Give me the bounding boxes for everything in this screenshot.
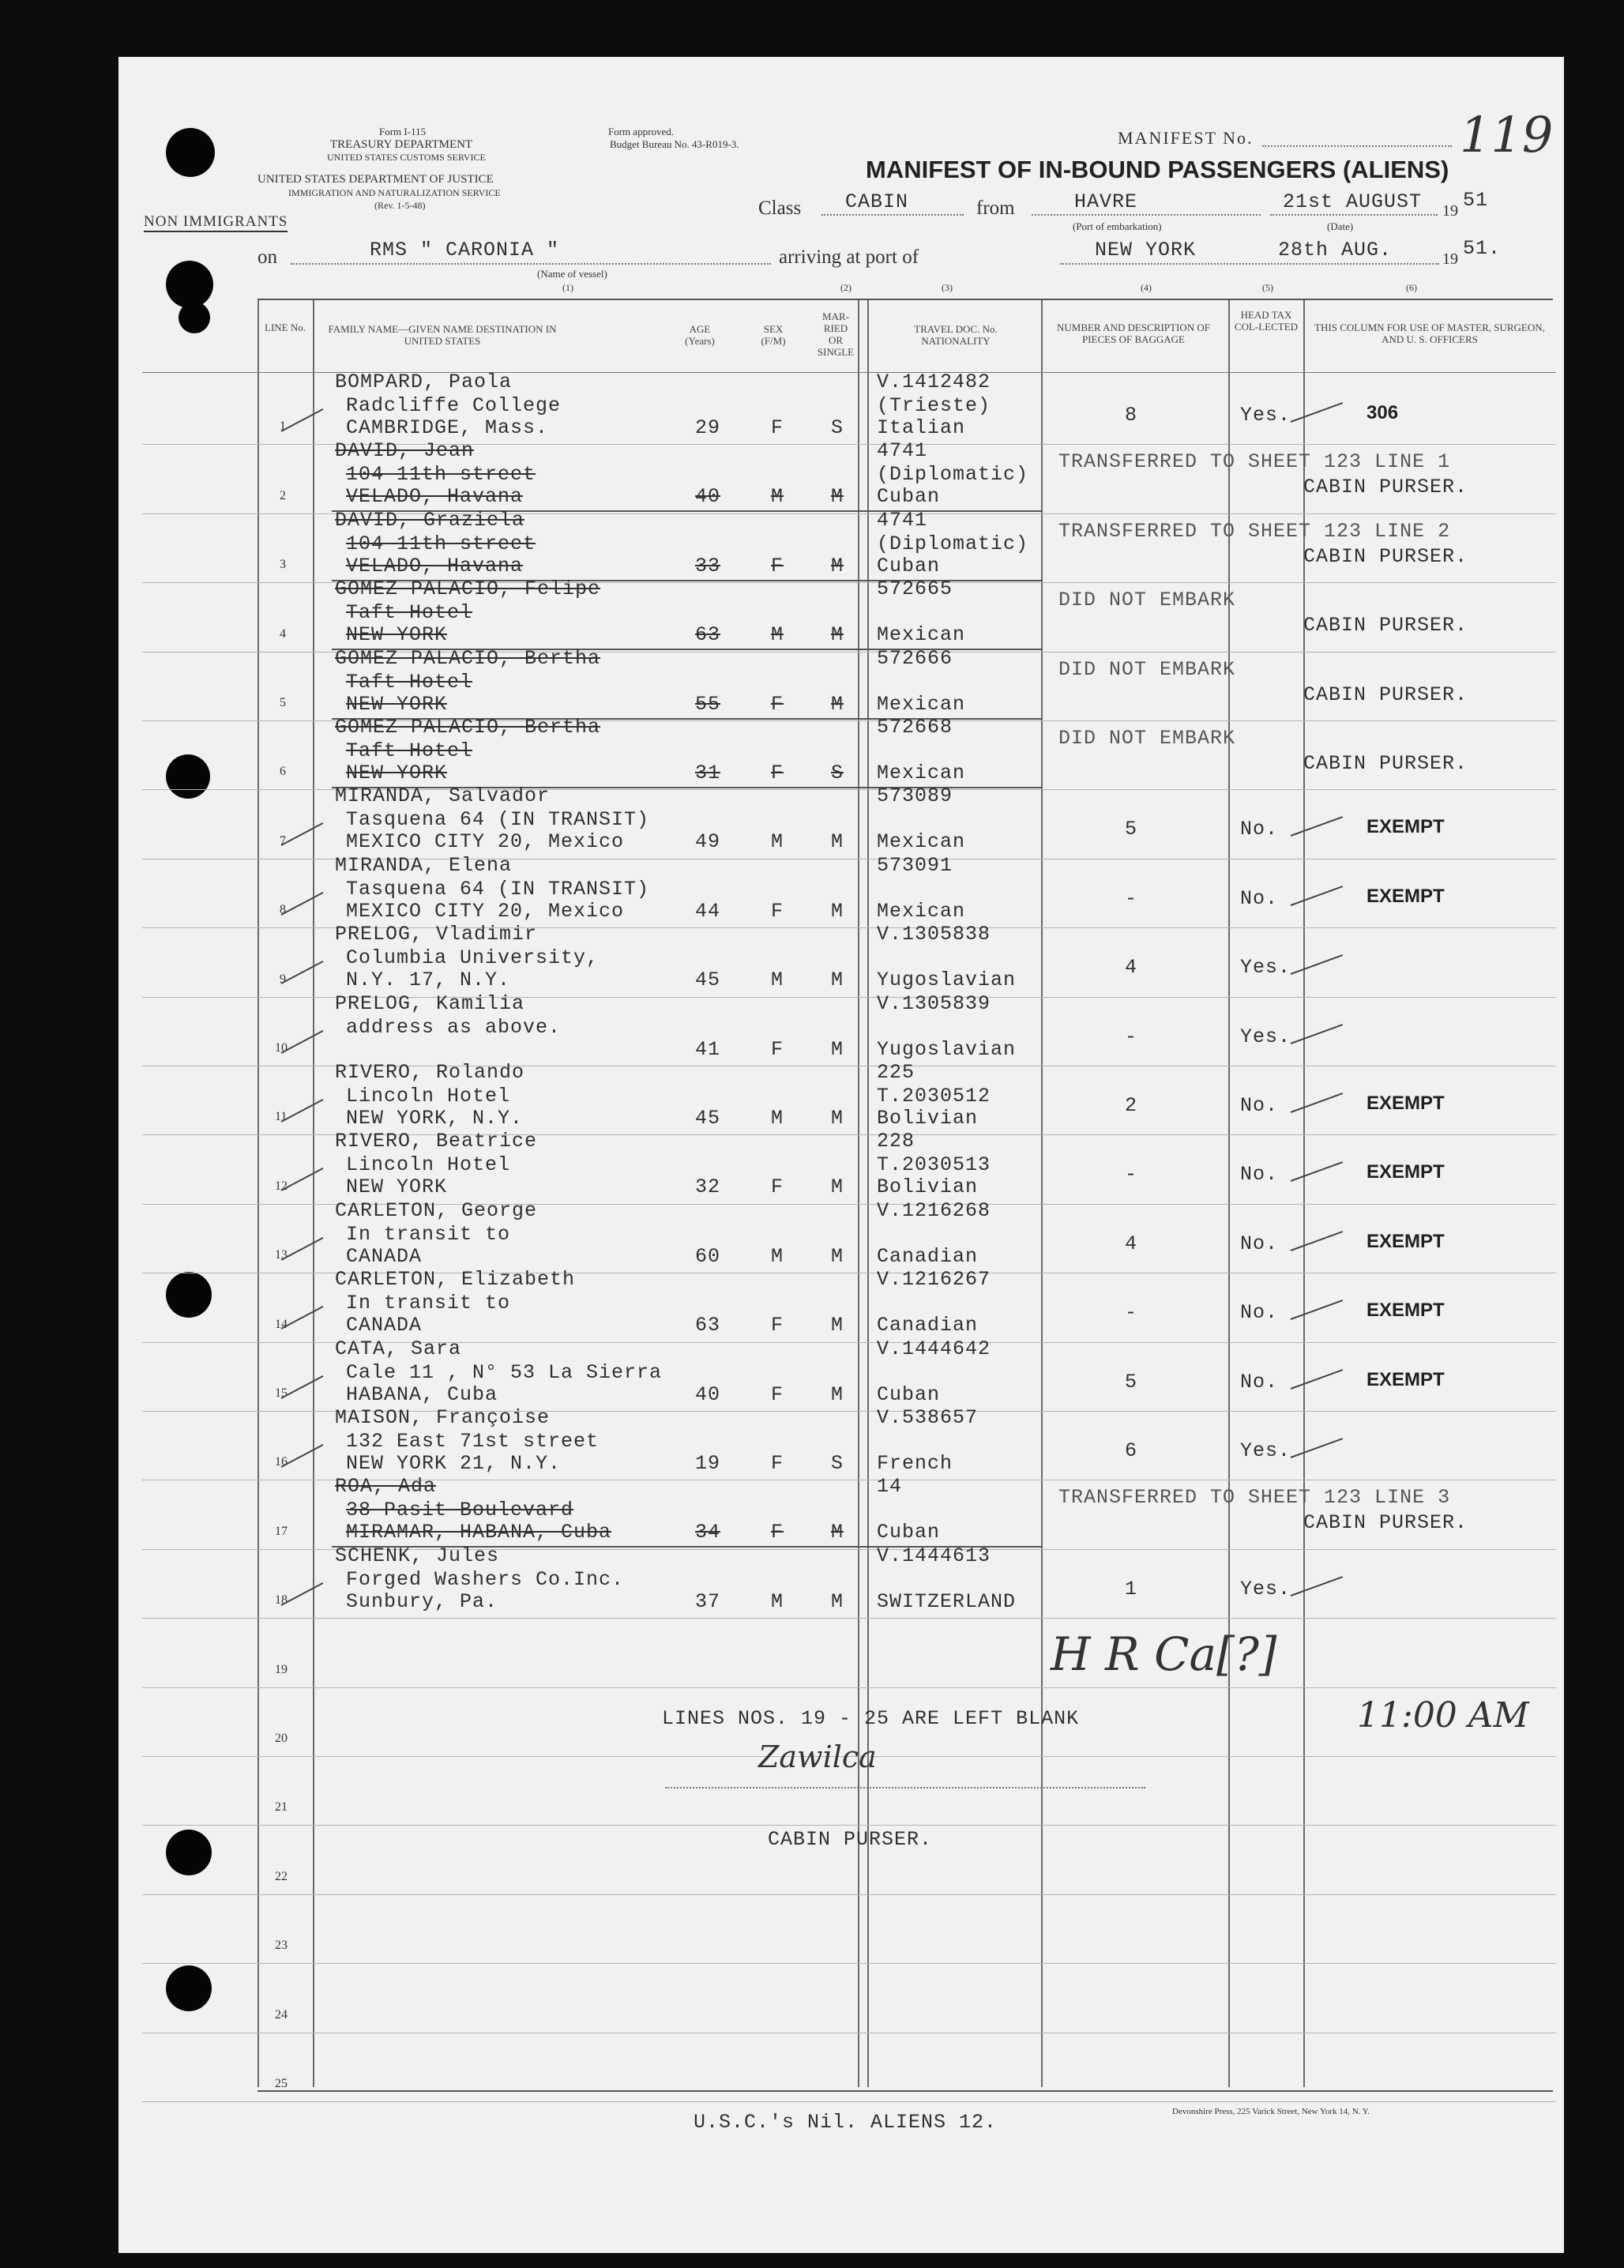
- travel-doc-line: (Diplomatic): [877, 463, 1029, 486]
- baggage-value: 6: [1125, 1439, 1138, 1462]
- line-number: 19: [275, 1663, 288, 1676]
- col-header-baggage: NUMBER AND DESCRIPTION OF PIECES OF BAGGAGE: [1057, 322, 1210, 345]
- marital-value: M: [831, 1314, 844, 1337]
- marital-value: M: [831, 1175, 844, 1198]
- sex-value: F: [771, 1314, 784, 1337]
- transfer-note: DID NOT EMBARK: [1058, 727, 1236, 750]
- passenger-name-line: VELADO, Havana: [346, 555, 524, 577]
- transfer-note-purser: CABIN PURSER.: [1303, 476, 1468, 498]
- transfer-note-purser: CABIN PURSER.: [1303, 1511, 1468, 1534]
- travel-doc-line: 572668: [877, 716, 953, 739]
- head-tax-value: No.: [1240, 818, 1279, 841]
- binder-hole: [166, 261, 213, 308]
- arrival-date: 28th AUG.: [1278, 239, 1393, 261]
- col-index-2: (2): [840, 282, 851, 293]
- age-value: 40: [695, 1383, 721, 1406]
- binder-hole: [166, 754, 210, 799]
- head-tax-value: Yes.: [1240, 956, 1291, 979]
- sex-value: M: [771, 1107, 784, 1130]
- travel-doc-line: Bolivian: [877, 1107, 979, 1130]
- travel-doc-line: Cuban: [877, 485, 941, 508]
- travel-doc-line: 228: [877, 1130, 915, 1153]
- passenger-name-line: SCHENK, Jules: [335, 1544, 500, 1567]
- sex-value: M: [771, 1590, 784, 1613]
- travel-doc-line: Italian: [877, 416, 966, 439]
- port-caption: (Port of embarkation): [1073, 220, 1162, 232]
- officer-stamp: EXEMPT: [1366, 1231, 1445, 1252]
- manifest-no-handwritten: 119: [1460, 106, 1554, 164]
- travel-doc-line: V.1305838: [877, 923, 991, 946]
- binder-hole: [166, 1965, 212, 2011]
- passenger-name-line: Taft Hotel: [346, 601, 473, 624]
- marital-value: M: [831, 485, 844, 508]
- col-index-1: (1): [562, 282, 573, 293]
- class-label: Class: [758, 197, 802, 219]
- travel-doc-line: V.1216267: [877, 1268, 991, 1291]
- transfer-note: TRANSFERRED TO SHEET 123 LINE 2: [1058, 520, 1451, 543]
- transfer-note-purser: CABIN PURSER.: [1303, 752, 1468, 775]
- passenger-name-line: 104 11th street: [346, 532, 536, 555]
- travel-doc-line: 572665: [877, 577, 953, 600]
- doj-line-2: IMMIGRATION AND NATURALIZATION SERVICE: [288, 187, 501, 198]
- doj-line-1: UNITED STATES DEPARTMENT OF JUSTICE: [258, 173, 494, 186]
- officer-stamp: EXEMPT: [1366, 1161, 1445, 1183]
- age-value: 41: [695, 1038, 721, 1061]
- age-value: 60: [695, 1245, 721, 1268]
- officer-stamp: EXEMPT: [1366, 1093, 1445, 1114]
- manifest-title: MANIFEST OF IN-BOUND PASSENGERS (ALIENS): [866, 156, 1449, 183]
- travel-doc-line: 14: [877, 1475, 903, 1498]
- passenger-name-line: 104 11th street: [346, 463, 536, 486]
- binder-hole: [166, 128, 215, 177]
- marital-value: M: [831, 1590, 844, 1613]
- passenger-name-line: In transit to: [346, 1223, 511, 1246]
- age-value: 45: [695, 969, 721, 991]
- sex-value: M: [771, 1245, 784, 1268]
- passenger-name-line: GOMEZ PALACIO, Felipe: [335, 577, 601, 600]
- head-tax-value: No.: [1240, 1163, 1279, 1186]
- baggage-value: 4: [1125, 956, 1138, 979]
- head-tax-value: No.: [1240, 887, 1279, 910]
- travel-doc-line: Cuban: [877, 1383, 941, 1406]
- binder-hole: [166, 1830, 212, 1875]
- marital-value: M: [831, 830, 844, 853]
- baggage-value: -: [1125, 1301, 1138, 1324]
- head-tax-value: No.: [1240, 1232, 1279, 1255]
- passenger-name-line: MIRAMAR, HABANA, Cuba: [346, 1521, 612, 1544]
- transfer-note: DID NOT EMBARK: [1058, 658, 1236, 681]
- passenger-name-line: Lincoln Hotel: [346, 1085, 511, 1108]
- passenger-name-line: NEW YORK: [346, 623, 448, 646]
- col-index-5: (5): [1262, 282, 1273, 293]
- line-number: 10: [275, 1041, 288, 1055]
- line-number: 14: [275, 1318, 288, 1331]
- head-tax-value: Yes.: [1240, 404, 1291, 427]
- year-prefix: 19: [1442, 202, 1458, 220]
- line-number: 18: [275, 1593, 288, 1607]
- line-number: 15: [275, 1386, 288, 1400]
- class-value: CABIN: [845, 190, 909, 213]
- line-number: 20: [275, 1732, 288, 1745]
- marital-value: S: [831, 416, 844, 439]
- passenger-name-line: GOMEZ PALACIO, Bertha: [335, 716, 601, 739]
- line-number: 9: [280, 972, 286, 986]
- passenger-name-line: N.Y. 17, N.Y.: [346, 969, 511, 991]
- passenger-name-line: Taft Hotel: [346, 739, 473, 762]
- travel-doc-line: 225: [877, 1061, 915, 1084]
- binder-hole: [166, 1272, 212, 1318]
- travel-doc-line: Canadian: [877, 1245, 979, 1268]
- sex-value: F: [771, 416, 784, 439]
- passenger-name-line: PRELOG, Kamilia: [335, 992, 525, 1015]
- travel-doc-line: 4741: [877, 509, 928, 532]
- sex-value: F: [771, 762, 784, 784]
- officer-stamp: EXEMPT: [1366, 1299, 1445, 1321]
- line-number: 2: [280, 489, 286, 502]
- arrival-port: NEW YORK: [1095, 239, 1197, 261]
- travel-doc-line: Cuban: [877, 555, 941, 577]
- marital-value: M: [831, 969, 844, 991]
- passenger-name-line: NEW YORK: [346, 1175, 448, 1198]
- printer-line: Devonshire Press, 225 Varick Street, New York 14, N. Y.: [1172, 2107, 1370, 2116]
- travel-doc-line: (Diplomatic): [877, 532, 1029, 555]
- passenger-name-line: MEXICO CITY 20, Mexico: [346, 900, 625, 923]
- agency-line-1: TREASURY DEPARTMENT: [330, 138, 473, 151]
- sex-value: F: [771, 555, 784, 577]
- passenger-name-line: CAMBRIDGE, Mass.: [346, 416, 549, 439]
- passenger-name-line: MIRANDA, Salvador: [335, 784, 551, 807]
- category-label: NON IMMIGRANTS: [144, 214, 288, 232]
- line-number: 8: [280, 903, 286, 916]
- passenger-name-line: Forged Washers Co.Inc.: [346, 1568, 625, 1591]
- from-label: from: [976, 197, 1015, 219]
- marital-value: M: [831, 900, 844, 923]
- passenger-name-line: PRELOG, Vladimir: [335, 923, 538, 946]
- marital-value: M: [831, 1383, 844, 1406]
- passenger-name-line: CANADA: [346, 1245, 423, 1268]
- sex-value: F: [771, 693, 784, 716]
- from-value: HAVRE: [1074, 190, 1138, 213]
- passenger-name-line: CARLETON, Elizabeth: [335, 1268, 576, 1291]
- line-number: 16: [275, 1455, 288, 1469]
- travel-doc-line: T.2030513: [877, 1153, 991, 1176]
- marital-value: M: [831, 623, 844, 646]
- officer-stamp: EXEMPT: [1366, 816, 1445, 837]
- passenger-name-line: VELADO, Havana: [346, 485, 524, 508]
- baggage-value: -: [1125, 1163, 1138, 1186]
- marital-value: M: [831, 555, 844, 577]
- line-number: 5: [280, 696, 286, 709]
- transfer-note: TRANSFERRED TO SHEET 123 LINE 3: [1058, 1486, 1451, 1509]
- transfer-note-purser: CABIN PURSER.: [1303, 683, 1468, 706]
- travel-doc-line: 573089: [877, 784, 953, 807]
- line-number: 3: [280, 558, 286, 571]
- sex-value: F: [771, 1383, 784, 1406]
- travel-doc-line: Yugoslavian: [877, 969, 1017, 991]
- head-tax-value: No.: [1240, 1301, 1279, 1324]
- passenger-name-line: Cale 11 , N° 53 La Sierra: [346, 1361, 663, 1384]
- travel-doc-line: V.1444642: [877, 1337, 991, 1360]
- marital-value: M: [831, 1107, 844, 1130]
- age-value: 29: [695, 416, 721, 439]
- baggage-value: 8: [1125, 404, 1138, 427]
- binder-hole: [179, 302, 210, 333]
- approval-line-1: Form approved.: [608, 126, 675, 137]
- arrival-year-prefix: 19: [1442, 250, 1458, 268]
- col-header-sex: SEX (F/M): [761, 323, 786, 347]
- passenger-name-line: Tasquena 64 (IN TRANSIT): [346, 808, 650, 831]
- col-header-line-no: LINE No.: [265, 322, 306, 333]
- age-value: 40: [695, 485, 721, 508]
- line-number: 23: [275, 1939, 288, 1952]
- baggage-value: 5: [1125, 1371, 1138, 1394]
- transfer-note-purser: CABIN PURSER.: [1303, 545, 1468, 568]
- transfer-note-purser: CABIN PURSER.: [1303, 614, 1468, 637]
- line-number: 11: [275, 1110, 288, 1123]
- age-value: 55: [695, 693, 721, 716]
- age-value: 45: [695, 1107, 721, 1130]
- travel-doc-line: Mexican: [877, 693, 966, 716]
- head-tax-value: No.: [1240, 1371, 1279, 1394]
- age-value: 63: [695, 623, 721, 646]
- passenger-name-line: CARLETON, George: [335, 1199, 538, 1222]
- sex-value: M: [771, 969, 784, 991]
- passenger-name-line: CATA, Sara: [335, 1337, 462, 1360]
- sex-value: M: [771, 830, 784, 853]
- travel-doc-line: V.1216268: [877, 1199, 991, 1222]
- travel-doc-line: Mexican: [877, 900, 966, 923]
- travel-doc-line: V.1305839: [877, 992, 991, 1015]
- passenger-name-line: 132 East 71st street: [346, 1430, 600, 1453]
- passenger-name-line: MEXICO CITY 20, Mexico: [346, 830, 625, 853]
- travel-doc-line: SWITZERLAND: [877, 1590, 1017, 1613]
- passenger-name-line: 38 Pasit Boulevard: [346, 1499, 574, 1521]
- arriving-label: arriving at port of: [779, 246, 919, 268]
- arrival-year: 51.: [1463, 237, 1502, 260]
- blank-lines-note: LINES NOS. 19 - 25 ARE LEFT BLANK: [662, 1707, 1080, 1730]
- line-number: 1: [280, 419, 286, 433]
- footer-purser: CABIN PURSER.: [768, 1828, 933, 1851]
- travel-doc-line: 573091: [877, 854, 953, 877]
- baggage-value: 4: [1125, 1232, 1138, 1255]
- age-value: 44: [695, 900, 721, 923]
- line-number: 4: [280, 627, 286, 641]
- age-value: 33: [695, 555, 721, 577]
- transfer-note: TRANSFERRED TO SHEET 123 LINE 1: [1058, 450, 1451, 473]
- approval-line-2: Budget Bureau No. 43-R019-3.: [610, 138, 739, 150]
- sex-value: F: [771, 1175, 784, 1198]
- head-tax-value: Yes.: [1240, 1439, 1291, 1462]
- passenger-name-line: RIVERO, Rolando: [335, 1061, 525, 1084]
- passenger-name-line: GOMEZ PALACIO, Bertha: [335, 647, 601, 670]
- travel-doc-line: Yugoslavian: [877, 1038, 1017, 1061]
- manifest-no-label: MANIFEST No.: [1118, 128, 1254, 148]
- col-index-3: (3): [942, 282, 953, 293]
- sex-value: M: [771, 485, 784, 508]
- passenger-name-line: Sunbury, Pa.: [346, 1590, 498, 1613]
- travel-doc-line: French: [877, 1452, 953, 1475]
- vessel-caption: (Name of vessel): [537, 268, 607, 280]
- head-tax-value: No.: [1240, 1094, 1279, 1117]
- marital-value: M: [831, 1245, 844, 1268]
- marital-value: M: [831, 1521, 844, 1544]
- inspector-time: 11:00 AM: [1357, 1695, 1529, 1736]
- sex-value: F: [771, 1452, 784, 1475]
- col-header-travel-doc: TRAVEL DOC. No. NATIONALITY: [914, 323, 998, 347]
- head-tax-value: Yes.: [1240, 1025, 1291, 1048]
- sex-value: F: [771, 1038, 784, 1061]
- transfer-note: DID NOT EMBARK: [1058, 589, 1236, 611]
- passenger-name-line: Taft Hotel: [346, 671, 473, 694]
- agency-line-2: UNITED STATES CUSTOMS SERVICE: [327, 152, 486, 163]
- passenger-name-line: MAISON, Françoise: [335, 1406, 551, 1429]
- travel-doc-line: 4741: [877, 439, 928, 462]
- baggage-value: -: [1125, 1025, 1138, 1048]
- travel-doc-line: Mexican: [877, 762, 966, 784]
- age-value: 37: [695, 1590, 721, 1613]
- travel-doc-line: V.1412482: [877, 370, 991, 393]
- line-number: 17: [275, 1525, 288, 1538]
- departure-year: 51: [1463, 189, 1489, 212]
- col-header-age: AGE (Years): [685, 323, 715, 347]
- age-value: 19: [695, 1452, 721, 1475]
- passenger-name-line: Columbia University,: [346, 946, 600, 969]
- passenger-name-line: MIRANDA, Elena: [335, 854, 513, 877]
- baggage-value: -: [1125, 887, 1138, 910]
- on-label: on: [258, 246, 277, 268]
- age-value: 49: [695, 830, 721, 853]
- passenger-name-line: HABANA, Cuba: [346, 1383, 498, 1406]
- travel-doc-line: T.2030512: [877, 1085, 991, 1108]
- passenger-name-line: DAVID, Jean: [335, 439, 475, 462]
- totals-line: U.S.C.'s Nil. ALIENS 12.: [694, 2111, 998, 2134]
- travel-doc-line: Mexican: [877, 830, 966, 853]
- purser-signature: Zawilca: [758, 1740, 877, 1774]
- officer-stamp: EXEMPT: [1366, 886, 1445, 907]
- age-value: 34: [695, 1521, 721, 1544]
- col-index-4: (4): [1141, 282, 1152, 293]
- passenger-name-line: Lincoln Hotel: [346, 1153, 511, 1176]
- line-number: 6: [280, 765, 286, 778]
- baggage-value: 1: [1125, 1578, 1138, 1600]
- vessel-name: RMS " CARONIA ": [370, 239, 560, 261]
- line-number: 25: [275, 2077, 288, 2090]
- passenger-name-line: NEW YORK: [346, 693, 448, 716]
- col-header-married: MAR-RIED OR SINGLE: [817, 310, 855, 358]
- age-value: 32: [695, 1175, 721, 1198]
- passenger-name-line: ROA, Ada: [335, 1475, 437, 1498]
- col-header-name: FAMILY NAME—GIVEN NAME DESTINATION IN UNITED STATES: [328, 323, 557, 347]
- form-number: Form I-115: [379, 126, 427, 137]
- line-number: 12: [275, 1179, 288, 1193]
- passenger-name-line: RIVERO, Beatrice: [335, 1130, 538, 1153]
- baggage-value: 2: [1125, 1094, 1138, 1117]
- officer-stamp: EXEMPT: [1366, 1369, 1445, 1390]
- marital-value: S: [831, 1452, 844, 1475]
- passenger-name-line: NEW YORK, N.Y.: [346, 1107, 524, 1130]
- passenger-name-line: CANADA: [346, 1314, 423, 1337]
- inspector-signature: H R Ca[?]: [1051, 1627, 1277, 1681]
- travel-doc-line: 572666: [877, 647, 953, 670]
- officer-stamp: 306: [1366, 402, 1399, 423]
- marital-value: S: [831, 762, 844, 784]
- baggage-value: 5: [1125, 818, 1138, 841]
- passenger-name-line: DAVID, Graziela: [335, 509, 525, 532]
- line-number: 24: [275, 2008, 288, 2022]
- doj-line-3: (Rev. 1-5-48): [374, 200, 426, 211]
- line-number: 21: [275, 1800, 288, 1814]
- col-index-6: (6): [1406, 282, 1417, 293]
- travel-doc-line: Cuban: [877, 1521, 941, 1544]
- passenger-name-line: NEW YORK: [346, 762, 448, 784]
- sex-value: F: [771, 900, 784, 923]
- line-number: 22: [275, 1870, 288, 1883]
- passenger-name-line: In transit to: [346, 1292, 511, 1315]
- col-header-officers: THIS COLUMN FOR USE OF MASTER, SURGEON, AND U. S. OFFICERS: [1314, 322, 1545, 345]
- marital-value: M: [831, 693, 844, 716]
- travel-doc-line: Bolivian: [877, 1175, 979, 1198]
- departure-date: 21st AUGUST: [1283, 190, 1423, 213]
- marital-value: M: [831, 1038, 844, 1061]
- passenger-name-line: BOMPARD, Paola: [335, 370, 513, 393]
- line-number: 13: [275, 1248, 288, 1262]
- passenger-name-line: Tasquena 64 (IN TRANSIT): [346, 878, 650, 901]
- col-header-head-tax: HEAD TAX COL-LECTED: [1234, 309, 1299, 333]
- date-caption: (Date): [1327, 220, 1354, 232]
- passenger-name-line: NEW YORK 21, N.Y.: [346, 1452, 562, 1475]
- sex-value: M: [771, 623, 784, 646]
- travel-doc-line: Canadian: [877, 1314, 979, 1337]
- travel-doc-line: V.538657: [877, 1406, 979, 1429]
- sex-value: F: [771, 1521, 784, 1544]
- passenger-name-line: Radcliffe College: [346, 394, 562, 417]
- passenger-name-line: address as above.: [346, 1016, 562, 1039]
- age-value: 31: [695, 762, 721, 784]
- travel-doc-line: V.1444613: [877, 1544, 991, 1567]
- line-number: 7: [280, 834, 286, 848]
- travel-doc-line: Mexican: [877, 623, 966, 646]
- head-tax-value: Yes.: [1240, 1578, 1291, 1600]
- travel-doc-line: (Trieste): [877, 394, 991, 417]
- age-value: 63: [695, 1314, 721, 1337]
